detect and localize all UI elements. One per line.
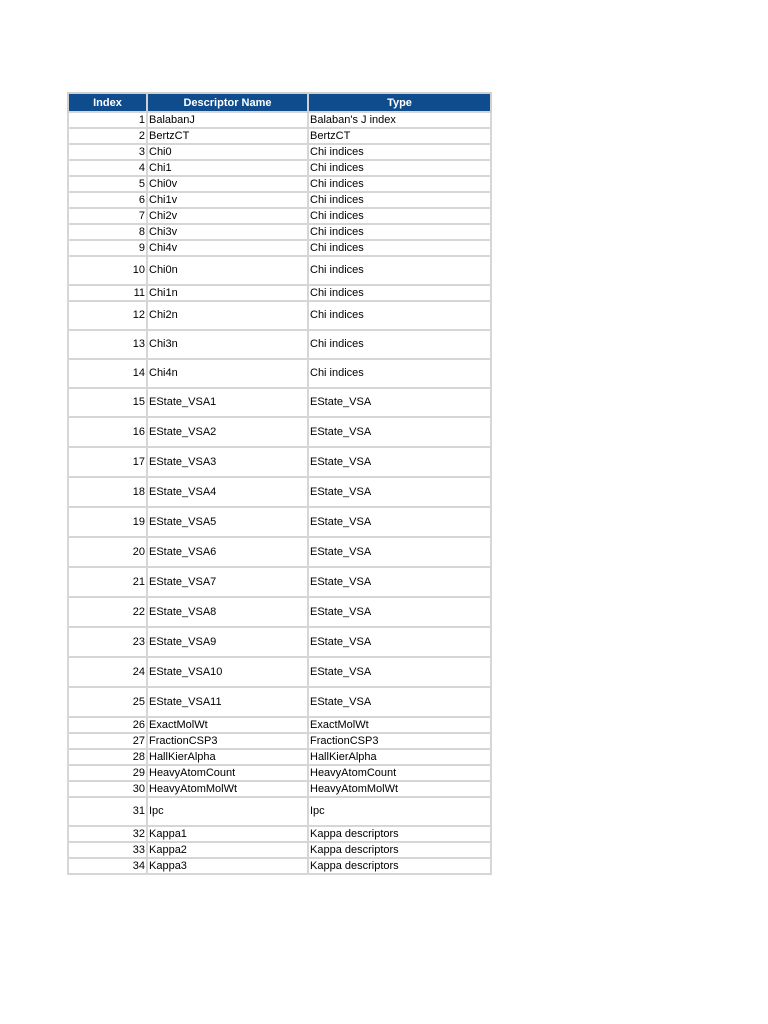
type-cell[interactable]: FractionCSP3 xyxy=(308,733,491,749)
index-cell[interactable]: 24 xyxy=(68,657,147,687)
type-cell[interactable]: EState_VSA xyxy=(308,657,491,687)
descriptor-name-cell[interactable]: BertzCT xyxy=(147,128,308,144)
index-cell[interactable]: 31 xyxy=(68,797,147,826)
column-header-descriptor-name[interactable]: Descriptor Name xyxy=(147,93,308,112)
index-cell[interactable]: 18 xyxy=(68,477,147,507)
type-cell[interactable]: EState_VSA xyxy=(308,567,491,597)
index-cell[interactable]: 6 xyxy=(68,192,147,208)
table-row xyxy=(68,507,491,537)
descriptor-name-cell[interactable]: FractionCSP3 xyxy=(147,733,308,749)
type-cell[interactable]: EState_VSA xyxy=(308,417,491,447)
table-row xyxy=(68,176,491,192)
descriptor-table xyxy=(67,92,492,875)
table-row xyxy=(68,330,491,359)
type-cell[interactable]: Chi indices xyxy=(308,301,491,330)
descriptor-name-cell[interactable]: EState_VSA1 xyxy=(147,388,308,417)
table-row xyxy=(68,842,491,858)
index-cell[interactable]: 20 xyxy=(68,537,147,567)
type-cell[interactable]: Kappa descriptors xyxy=(308,858,491,874)
type-cell[interactable]: EState_VSA xyxy=(308,388,491,417)
type-cell[interactable]: Chi indices xyxy=(308,330,491,359)
type-cell[interactable]: Ipc xyxy=(308,797,491,826)
type-cell[interactable]: Kappa descriptors xyxy=(308,842,491,858)
index-cell[interactable]: 14 xyxy=(68,359,147,388)
type-cell[interactable]: Chi indices xyxy=(308,285,491,301)
index-cell[interactable]: 30 xyxy=(68,781,147,797)
descriptor-name-cell[interactable]: Chi4v xyxy=(147,240,308,256)
descriptor-name-cell[interactable]: Ipc xyxy=(147,797,308,826)
table-row xyxy=(68,301,491,330)
type-cell[interactable]: Chi indices xyxy=(308,208,491,224)
descriptor-name-cell[interactable]: EState_VSA6 xyxy=(147,537,308,567)
table-row xyxy=(68,567,491,597)
descriptor-name-cell[interactable]: HeavyAtomMolWt xyxy=(147,781,308,797)
descriptor-name-cell[interactable]: Chi0 xyxy=(147,144,308,160)
index-cell[interactable]: 1 xyxy=(68,112,147,128)
index-cell[interactable]: 25 xyxy=(68,687,147,717)
table-row xyxy=(68,417,491,447)
table-row xyxy=(68,285,491,301)
descriptor-name-cell[interactable]: Chi1n xyxy=(147,285,308,301)
type-cell[interactable]: EState_VSA xyxy=(308,507,491,537)
table-row xyxy=(68,477,491,507)
table-row xyxy=(68,733,491,749)
descriptor-name-cell[interactable]: Chi4n xyxy=(147,359,308,388)
index-cell[interactable]: 19 xyxy=(68,507,147,537)
type-cell[interactable]: Chi indices xyxy=(308,176,491,192)
index-cell[interactable]: 22 xyxy=(68,597,147,627)
type-cell[interactable]: BertzCT xyxy=(308,128,491,144)
index-cell[interactable]: 12 xyxy=(68,301,147,330)
type-cell[interactable]: Chi indices xyxy=(308,240,491,256)
type-cell[interactable]: Chi indices xyxy=(308,256,491,285)
table-row xyxy=(68,208,491,224)
type-cell[interactable]: EState_VSA xyxy=(308,447,491,477)
descriptor-name-cell[interactable]: EState_VSA9 xyxy=(147,627,308,657)
index-cell[interactable]: 26 xyxy=(68,717,147,733)
index-cell[interactable]: 7 xyxy=(68,208,147,224)
table-row xyxy=(68,112,491,128)
descriptor-name-cell[interactable]: EState_VSA8 xyxy=(147,597,308,627)
descriptor-name-cell[interactable]: HeavyAtomCount xyxy=(147,765,308,781)
descriptor-name-cell[interactable]: EState_VSA3 xyxy=(147,447,308,477)
table-row xyxy=(68,537,491,567)
descriptor-name-cell[interactable]: Chi0v xyxy=(147,176,308,192)
type-cell[interactable]: ExactMolWt xyxy=(308,717,491,733)
table-row xyxy=(68,657,491,687)
index-cell[interactable]: 3 xyxy=(68,144,147,160)
descriptor-name-cell[interactable]: HallKierAlpha xyxy=(147,749,308,765)
type-cell[interactable]: EState_VSA xyxy=(308,687,491,717)
index-cell[interactable]: 21 xyxy=(68,567,147,597)
type-cell[interactable]: Chi indices xyxy=(308,192,491,208)
type-cell[interactable]: EState_VSA xyxy=(308,627,491,657)
descriptor-name-cell[interactable]: Chi1 xyxy=(147,160,308,176)
descriptor-name-cell[interactable]: Kappa1 xyxy=(147,826,308,842)
index-cell[interactable]: 13 xyxy=(68,330,147,359)
table-row xyxy=(68,717,491,733)
index-cell[interactable]: 4 xyxy=(68,160,147,176)
table-row xyxy=(68,765,491,781)
descriptor-name-cell[interactable]: BalabanJ xyxy=(147,112,308,128)
index-cell[interactable]: 15 xyxy=(68,388,147,417)
table-row xyxy=(68,160,491,176)
descriptor-name-cell[interactable]: EState_VSA2 xyxy=(147,417,308,447)
type-cell[interactable]: EState_VSA xyxy=(308,537,491,567)
descriptor-name-cell[interactable]: Chi2v xyxy=(147,208,308,224)
table-row xyxy=(68,781,491,797)
table-row xyxy=(68,224,491,240)
descriptor-name-cell[interactable]: Chi3v xyxy=(147,224,308,240)
type-cell[interactable]: HeavyAtomCount xyxy=(308,765,491,781)
table-row xyxy=(68,749,491,765)
type-cell[interactable]: Chi indices xyxy=(308,359,491,388)
table-row xyxy=(68,256,491,285)
table-row xyxy=(68,597,491,627)
column-header-type[interactable]: Type xyxy=(308,93,491,112)
index-cell[interactable]: 33 xyxy=(68,842,147,858)
descriptor-name-cell[interactable]: Kappa3 xyxy=(147,858,308,874)
descriptor-name-cell[interactable]: Chi2n xyxy=(147,301,308,330)
index-cell[interactable]: 27 xyxy=(68,733,147,749)
descriptor-name-cell[interactable]: EState_VSA5 xyxy=(147,507,308,537)
descriptor-name-cell[interactable]: Chi0n xyxy=(147,256,308,285)
type-cell[interactable]: Kappa descriptors xyxy=(308,826,491,842)
index-cell[interactable]: 2 xyxy=(68,128,147,144)
descriptor-name-cell[interactable]: Chi3n xyxy=(147,330,308,359)
index-cell[interactable]: 29 xyxy=(68,765,147,781)
index-cell[interactable]: 8 xyxy=(68,224,147,240)
descriptor-name-cell[interactable]: EState_VSA10 xyxy=(147,657,308,687)
table-row xyxy=(68,144,491,160)
type-cell[interactable]: Balaban's J index xyxy=(308,112,491,128)
descriptor-name-cell[interactable]: EState_VSA11 xyxy=(147,687,308,717)
table-row xyxy=(68,627,491,657)
table-row xyxy=(68,388,491,417)
table-header-row xyxy=(68,93,491,112)
type-cell[interactable]: Chi indices xyxy=(308,224,491,240)
descriptor-name-cell[interactable]: Chi1v xyxy=(147,192,308,208)
table-row xyxy=(68,192,491,208)
table-row xyxy=(68,687,491,717)
descriptor-name-cell[interactable]: EState_VSA7 xyxy=(147,567,308,597)
descriptor-name-cell[interactable]: ExactMolWt xyxy=(147,717,308,733)
descriptor-name-cell[interactable]: EState_VSA4 xyxy=(147,477,308,507)
table-row xyxy=(68,128,491,144)
index-cell[interactable]: 28 xyxy=(68,749,147,765)
index-cell[interactable]: 16 xyxy=(68,417,147,447)
descriptor-name-cell[interactable]: Kappa2 xyxy=(147,842,308,858)
index-cell[interactable]: 32 xyxy=(68,826,147,842)
type-cell[interactable]: EState_VSA xyxy=(308,477,491,507)
type-cell[interactable]: EState_VSA xyxy=(308,597,491,627)
table-row xyxy=(68,447,491,477)
type-cell[interactable]: Chi indices xyxy=(308,144,491,160)
type-cell[interactable]: HeavyAtomMolWt xyxy=(308,781,491,797)
index-cell[interactable]: 9 xyxy=(68,240,147,256)
index-cell[interactable]: 34 xyxy=(68,858,147,874)
index-cell[interactable]: 17 xyxy=(68,447,147,477)
table-row xyxy=(68,826,491,842)
index-cell[interactable]: 23 xyxy=(68,627,147,657)
index-cell[interactable]: 10 xyxy=(68,256,147,285)
table-row xyxy=(68,240,491,256)
column-header-index[interactable]: Index xyxy=(68,93,147,112)
type-cell[interactable]: Chi indices xyxy=(308,160,491,176)
table-row xyxy=(68,797,491,826)
type-cell[interactable]: HallKierAlpha xyxy=(308,749,491,765)
table-row xyxy=(68,858,491,874)
index-cell[interactable]: 11 xyxy=(68,285,147,301)
index-cell[interactable]: 5 xyxy=(68,176,147,192)
table-row xyxy=(68,359,491,388)
